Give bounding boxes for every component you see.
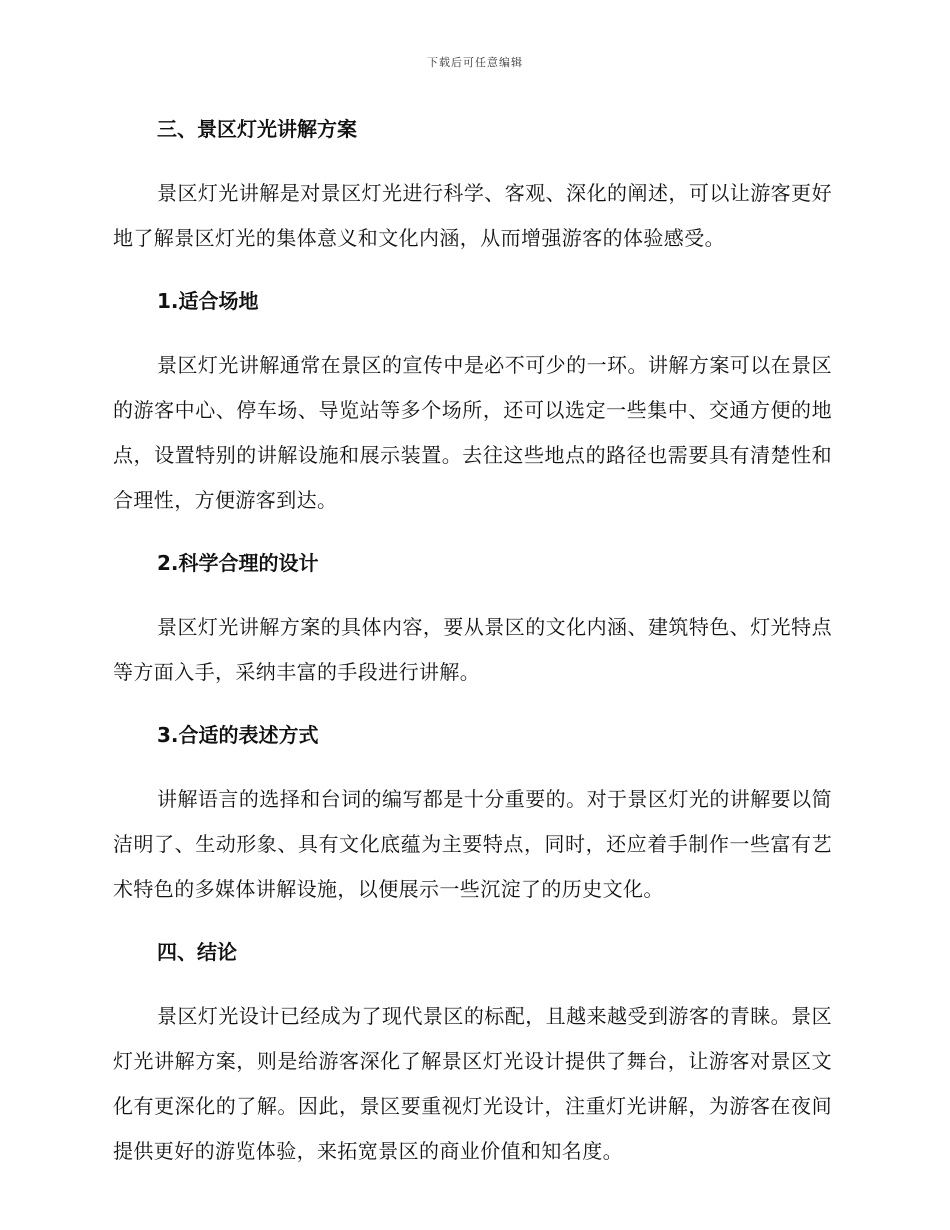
section-paragraph-expression: 讲解语言的选择和台词的编写都是十分重要的。对于景区灯光的讲解要以简洁明了、生动形象、具有文化底蕴为主要特点，同时，还应着手制作一些富有艺术特色的多媒体讲解设施，以便展示一些沉淀了的历史文化。: [113, 787, 832, 901]
section-heading-lighting-plan: 三、景区灯光讲解方案: [157, 117, 357, 141]
section-heading-expression: 3.合适的表述方式: [157, 723, 319, 747]
section-heading-conclusion: 四、结论: [157, 940, 237, 964]
section-paragraph-venue: 景区灯光讲解通常在景区的宣传中是必不可少的一环。讲解方案可以在景区的游客中心、停车场、导览站等多个场所，还可以选定一些集中、交通方便的地点，设置特别的讲解设施和展示装置。去往这些地点的路径也需要具有清楚性和合理性，方便游客到达。: [113, 353, 832, 512]
section-paragraph-design: 景区灯光讲解方案的具体内容，要从景区的文化内涵、建筑特色、灯光特点等方面入手，采纳丰富的手段进行讲解。: [113, 615, 832, 684]
section-paragraph-lighting-plan: 景区灯光讲解是对景区灯光进行科学、客观、深化的阐述，可以让游客更好地了解景区灯光的集体意义和文化内涵，从而增强游客的体验感受。: [113, 181, 832, 250]
section-heading-venue: 1.适合场地: [157, 289, 259, 313]
header-note: 下载后可任意编辑: [427, 56, 523, 69]
section-heading-design: 2.科学合理的设计: [157, 551, 319, 575]
document-body: [113, 114, 832, 1174]
section-paragraph-conclusion: 景区灯光设计已经成为了现代景区的标配，且越来越受到游客的青睐。景区灯光讲解方案，则是给游客深化了解景区灯光设计提供了舞台，让游客对景区文化有更深化的了解。因此，景区要重视灯光设计，注重灯光讲解，为游客在夜间提供更好的游览体验，来拓宽景区的商业价值和知名度。: [113, 1004, 832, 1163]
